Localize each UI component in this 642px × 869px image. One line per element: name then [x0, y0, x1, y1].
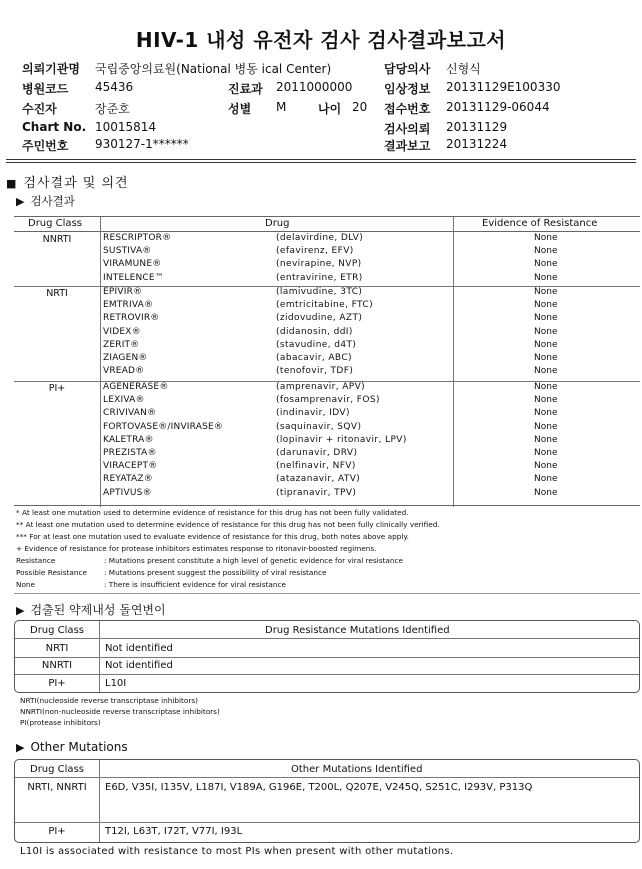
drug-class-cell: PI+	[48, 826, 66, 837]
drug-generic-cell: (abacavir, ABC)	[276, 353, 352, 363]
chart-value: 10015814	[95, 120, 157, 134]
drug-generic-cell: (lamivudine, 3TC)	[276, 287, 363, 297]
doctor-field	[384, 60, 634, 75]
drug-brand-cell: REYATAZ®	[103, 474, 153, 485]
drug-generic-cell: (fosamprenavir, FOS)	[276, 395, 380, 406]
drug-brand-cell: VIRAMUNE®	[103, 259, 162, 270]
drug-brand-cell: VREAD®	[103, 366, 145, 377]
drug-row	[14, 259, 640, 272]
drug-row	[14, 233, 640, 246]
triangle-bullet-icon: ▶	[16, 195, 25, 208]
institution-field	[22, 60, 402, 75]
evidence-cell: None	[534, 272, 558, 283]
triangle-bullet-icon: ▶	[16, 604, 25, 617]
drug-class-cell: NRTI	[45, 643, 69, 654]
drug-generic-cell: (efavirenz, EFV)	[276, 246, 354, 257]
hospital-code-value: 45436	[95, 80, 134, 94]
chart-label: Chart No.	[22, 120, 87, 134]
evidence-cell: None	[534, 487, 558, 498]
evidence-cell: None	[534, 233, 558, 243]
clinical-info-field	[384, 80, 634, 95]
drug-row	[14, 474, 640, 487]
drug-brand-cell: RESCRIPTOR®	[103, 233, 172, 243]
row-divider	[15, 777, 639, 778]
doctor-label: 담당의사	[384, 62, 431, 76]
drug-brand-cell: APTIVUS®	[103, 487, 152, 498]
drug-generic-cell: (nelfinavir, NFV)	[276, 461, 356, 472]
drug-generic-cell: (amprenavir, APV)	[276, 382, 366, 392]
patient-field	[22, 100, 202, 115]
drug-brand-cell: ZIAGEN®	[103, 353, 148, 363]
drug-brand-cell: CRIVIVAN®	[103, 408, 157, 419]
drug-generic-cell: (stavudine, d4T)	[276, 339, 357, 350]
rrn-field	[22, 137, 222, 152]
hospital-code-field	[22, 80, 202, 95]
drug-brand-cell: FORTOVASE®/INVIRASE®	[103, 421, 224, 432]
abbrev-pi: PI(protease inhibitors)	[20, 718, 101, 727]
row-divider	[15, 657, 639, 658]
request-field	[384, 120, 634, 135]
drug-generic-cell: (entravirine, ETR)	[276, 272, 363, 283]
triangle-bullet-icon: ▶	[16, 741, 25, 754]
group-label-nnrti: NNRTI	[42, 234, 72, 245]
drug-generic-cell: (atazanavir, ATV)	[276, 474, 361, 485]
sex-label: 성별	[228, 102, 252, 116]
drug-row	[14, 448, 640, 461]
drug-generic-cell: (lopinavir + ritonavir, LPV)	[276, 434, 407, 445]
chart-field	[22, 120, 202, 135]
drug-brand-cell: SUSTIVA®	[103, 246, 152, 257]
age-value: 20	[352, 100, 368, 114]
drug-generic-cell: (didanosin, ddI)	[276, 326, 353, 337]
evidence-cell: None	[534, 300, 558, 311]
evidence-cell: None	[534, 326, 558, 337]
drug-brand-cell: ZERIT®	[103, 339, 140, 350]
col-drug-class: Drug Class	[30, 625, 84, 636]
drug-row	[14, 422, 640, 435]
drug-generic-cell: (darunavir, DRV)	[276, 448, 358, 458]
abbrev-nrti: NRTI(nucleoside reverse transcriptase inhibitors)	[20, 696, 199, 705]
hospital-code-label: 병원코드	[22, 82, 69, 96]
evidence-cell: None	[534, 421, 558, 432]
section-results-opinion-title: 검사결과 및 의견	[23, 176, 129, 191]
drug-brand-cell: VIRACEPT®	[103, 461, 158, 472]
drug-brand-cell: LEXIVA®	[103, 395, 145, 406]
header-divider	[6, 159, 636, 163]
col-mutations: Drug Resistance Mutations Identified	[265, 625, 450, 636]
age-field	[318, 100, 378, 115]
sex-field	[228, 100, 308, 115]
drug-brand-cell: EPIVIR®	[103, 287, 143, 297]
drug-generic-cell: (tipranavir, TPV)	[276, 487, 357, 498]
report-title: HIV-1 내성 유전자 검사 검사결과보고서	[135, 28, 507, 52]
drug-brand-cell: EMTRIVA®	[103, 300, 154, 311]
drug-row	[14, 327, 640, 340]
col-other-mutations: Other Mutations Identified	[291, 764, 423, 775]
col-drug-class: Drug Class	[30, 764, 84, 775]
request-label: 검사의뢰	[384, 122, 431, 136]
col-divider	[99, 760, 100, 842]
receipt-label: 접수번호	[384, 102, 431, 116]
drug-row	[14, 395, 640, 408]
drug-brand-cell: INTELENCE™	[103, 272, 164, 283]
result-report-field	[384, 137, 634, 152]
department-field	[228, 80, 378, 95]
subsection-detected	[16, 601, 166, 618]
drug-row	[14, 435, 640, 448]
department-value: 2011000000	[276, 80, 353, 94]
drug-row	[14, 382, 640, 395]
evidence-cell: None	[534, 287, 558, 297]
evidence-cell: None	[534, 448, 558, 458]
evidence-cell: None	[534, 259, 558, 270]
drug-generic-cell: (nevirapine, NVP)	[276, 259, 362, 270]
col-drug: Drug	[265, 218, 290, 229]
evidence-cell: None	[534, 339, 558, 350]
drug-class-cell: NNRTI	[41, 660, 73, 671]
mutation-cell: L10I	[105, 678, 127, 689]
square-bullet-icon: ■	[6, 177, 18, 190]
result-report-value: 20131224	[446, 137, 508, 151]
note-line: + Evidence of resistance for protease inhibitors estimates response to ritonavir-boosted regimens.	[16, 544, 377, 553]
request-value: 20131129	[446, 120, 508, 134]
drug-generic-cell: (tenofovir, TDF)	[276, 366, 354, 377]
evidence-cell: None	[534, 313, 558, 324]
row-divider	[15, 822, 639, 823]
subsection-other-title: Other Mutations	[30, 740, 128, 754]
institution-value: 국립중앙의료원(National 병동 ical Center)	[95, 62, 332, 76]
evidence-cell: None	[534, 246, 558, 257]
drug-row	[14, 488, 640, 501]
drug-row	[14, 366, 640, 379]
patient-label: 수진자	[22, 102, 57, 116]
drug-class-cell: PI+	[48, 678, 66, 689]
group-label-nrti: NRTI	[46, 288, 68, 299]
drug-row	[14, 300, 640, 313]
mutation-cell: E6D, V35I, I135V, L187I, V189A, G196E, T200L, Q207E, V245Q, S251C, I293V, P313Q	[105, 782, 533, 793]
age-label: 나이	[318, 102, 342, 116]
subsection-other	[16, 740, 128, 754]
result-report-label: 결과보고	[384, 139, 431, 153]
drug-generic-cell: (indinavir, IDV)	[276, 408, 350, 419]
mutation-cell: Not identified	[105, 643, 173, 654]
drug-resistance-table	[14, 216, 640, 506]
resistance-notes	[14, 506, 640, 594]
definition-key: Resistance	[16, 556, 56, 565]
receipt-value: 20131129-06044	[446, 100, 550, 114]
drug-brand-cell: RETROVIR®	[103, 313, 160, 324]
department-label: 진료과	[228, 82, 263, 96]
rrn-label: 주민번호	[22, 139, 69, 153]
drug-row	[14, 353, 640, 366]
definition-key: Possible Resistance	[16, 568, 88, 577]
row-divider	[15, 638, 639, 639]
drug-generic-cell: (delavirdine, DLV)	[276, 233, 364, 243]
row-divider	[15, 674, 639, 675]
detected-mutations-table	[14, 620, 640, 693]
mutation-cell: T12I, L63T, I72T, V77I, I93L	[105, 826, 243, 837]
drug-generic-cell: (saquinavir, SQV)	[276, 421, 362, 432]
definition-text: : Mutations present constitute a high level of genetic evidence for viral resistance	[104, 556, 403, 565]
definition-key: None	[16, 580, 36, 589]
col-drug-class: Drug Class	[28, 218, 82, 229]
abbrev-nnrti: NNRTI(non-nucleoside reverse transcriptase inhibitors)	[20, 707, 220, 716]
drug-row	[14, 408, 640, 421]
drug-brand-cell: AGENERASE®	[103, 382, 169, 392]
drug-row	[14, 273, 640, 286]
definition-text: : Mutations present suggest the possibility of viral resistance	[104, 568, 327, 577]
evidence-cell: None	[534, 366, 558, 377]
drug-class-cell: NRTI, NNRTI	[27, 782, 87, 793]
evidence-cell: None	[534, 353, 558, 363]
group-label-pi: PI+	[48, 383, 66, 394]
evidence-cell: None	[534, 461, 558, 472]
evidence-cell: None	[534, 434, 558, 445]
patient-value: 장준호	[95, 102, 130, 116]
subsection-results	[16, 193, 75, 209]
drug-brand-cell: PREZISTA®	[103, 448, 157, 458]
clinical-info-value: 20131129E100330	[446, 80, 561, 94]
evidence-cell: None	[534, 395, 558, 406]
definition-none	[16, 580, 286, 589]
section-results-opinion	[6, 172, 129, 191]
drug-generic-cell: (emtricitabine, FTC)	[276, 300, 373, 311]
doctor-value: 신형식	[446, 62, 481, 76]
evidence-cell: None	[534, 408, 558, 419]
drug-brand-cell: VIDEX®	[103, 326, 141, 337]
col-evidence: Evidence of Resistance	[482, 218, 598, 229]
note-line: *** For at least one mutation used to evaluate evidence of resistance for this drug, both notes above apply.	[16, 532, 409, 541]
drug-row	[14, 461, 640, 474]
subsection-detected-title: 검출된 약제내성 돌연변이	[30, 603, 166, 617]
footnote: L10I is associated with resistance to most PIs when present with other mutations.	[20, 846, 454, 857]
drug-row	[14, 313, 640, 326]
sex-value: M	[276, 100, 287, 114]
definition-resistance	[16, 556, 403, 565]
definition-text: : There is insufficient evidence for viral resistance	[104, 580, 286, 589]
evidence-cell: None	[534, 474, 558, 485]
note-line: * At least one mutation used to determine evidence of resistance for this drug has not been fully validated.	[16, 508, 409, 517]
definition-possible	[16, 568, 327, 577]
subsection-results-title: 검사결과	[30, 194, 75, 208]
drug-brand-cell: KALETRA®	[103, 434, 154, 445]
mutation-cell: Not identified	[105, 660, 173, 671]
note-line: ** At least one mutation used to determine evidence of resistance for this drug has not been fully clinically verified.	[16, 520, 440, 529]
other-mutations-table	[14, 759, 640, 843]
drug-row	[14, 287, 640, 300]
drug-row	[14, 340, 640, 353]
institution-label: 의뢰기관명	[22, 62, 80, 76]
rrn-value: 930127-1******	[95, 137, 189, 151]
drug-row	[14, 246, 640, 259]
drug-generic-cell: (zidovudine, AZT)	[276, 313, 363, 324]
evidence-cell: None	[534, 382, 558, 392]
clinical-info-label: 임상정보	[384, 82, 431, 96]
drug-table-header	[14, 217, 640, 232]
receipt-field	[384, 100, 634, 115]
